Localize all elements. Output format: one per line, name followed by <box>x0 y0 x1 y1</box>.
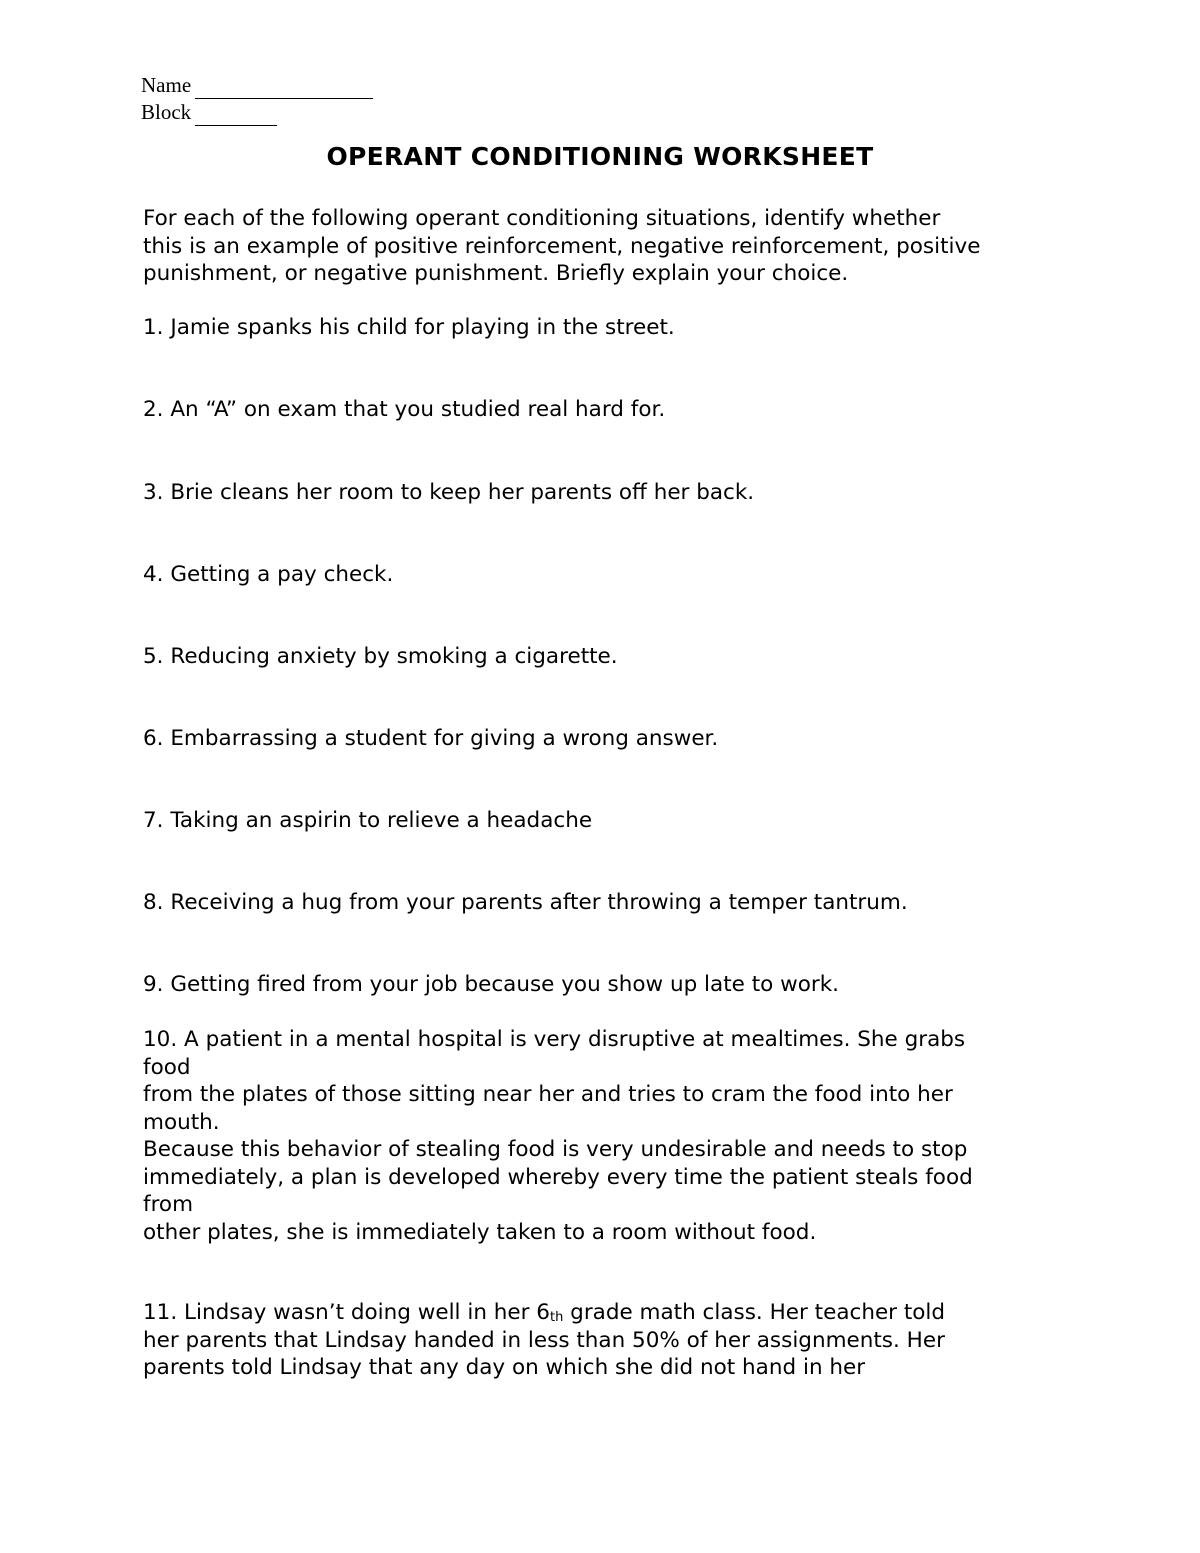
question-text-line: her parents that Lindsay handed in less than 50% of her assignments. Her <box>143 1327 945 1353</box>
question-text-segment: 11. Lindsay wasn’t doing well in her 6 <box>143 1300 550 1325</box>
question-text: 3. Brie cleans her room to keep her parents off her back. <box>143 480 755 505</box>
question-text: 2. An “A” on exam that you studied real hard for. <box>143 397 666 422</box>
question-item-8 <box>143 889 1073 917</box>
question-text-line <box>143 1299 1073 1327</box>
name-label: Name <box>141 73 192 97</box>
question-text: 4. Getting a pay check. <box>143 562 394 587</box>
question-text-line: Because this behavior of stealing food is very undesirable and needs to stop <box>143 1137 968 1162</box>
instructions-line: this is an example of positive reinforcement, negative reinforcement, positive <box>143 233 981 259</box>
question-text-segment: grade math class. Her teacher told <box>563 1300 946 1325</box>
question-text: 8. Receiving a hug from your parents after throwing a temper tantrum. <box>143 890 908 915</box>
question-text-line: immediately, a plan is developed whereby every time the patient steals food <box>143 1164 973 1190</box>
name-blank-line <box>195 78 373 99</box>
question-text-line: mouth. <box>143 1109 220 1135</box>
question-item-11 <box>143 1299 1073 1382</box>
block-field-row <box>141 99 373 126</box>
question-text: 5. Reducing anxiety by smoking a cigarette. <box>143 644 618 669</box>
question-text: 9. Getting fired from your job because you show up late to work. <box>143 972 839 997</box>
block-blank-line <box>195 105 277 126</box>
question-item-5 <box>143 643 1073 671</box>
instructions-line: punishment, or negative punishment. Briefly explain your choice. <box>143 261 849 286</box>
question-text-line: from the plates of those sitting near her and tries to cram the food into her <box>143 1082 953 1107</box>
question-item-1 <box>143 314 1073 342</box>
question-item-3 <box>143 479 1073 507</box>
question-text: 6. Embarrassing a student for giving a wrong answer. <box>143 726 719 751</box>
question-item-7 <box>143 807 1073 835</box>
question-text-line: other plates, she is immediately taken to a room without food. <box>143 1219 817 1245</box>
question-text-line: from <box>143 1192 194 1217</box>
question-item-4 <box>143 561 1073 589</box>
question-text-line: 10. A patient in a mental hospital is very disruptive at mealtimes. She grabs <box>143 1027 966 1052</box>
question-text-line: food <box>143 1054 191 1080</box>
question-text: 7. Taking an aspirin to relieve a headache <box>143 808 593 833</box>
question-text: 1. Jamie spanks his child for playing in the street. <box>143 315 675 340</box>
question-item-10 <box>143 1026 1073 1246</box>
question-item-9 <box>143 971 1073 999</box>
student-info-fields <box>141 72 373 126</box>
ordinal-suffix: th <box>550 1310 564 1325</box>
instructions-paragraph <box>143 205 1073 288</box>
worksheet-title: OPERANT CONDITIONING WORKSHEET <box>326 142 874 171</box>
question-item-2 <box>143 396 1073 424</box>
question-item-6 <box>143 725 1073 753</box>
block-label: Block <box>141 100 192 124</box>
instructions-line: For each of the following operant conditioning situations, identify whether <box>143 206 941 231</box>
question-text-line: parents told Lindsay that any day on which she did not hand in her <box>143 1355 866 1380</box>
name-field-row <box>141 72 373 99</box>
